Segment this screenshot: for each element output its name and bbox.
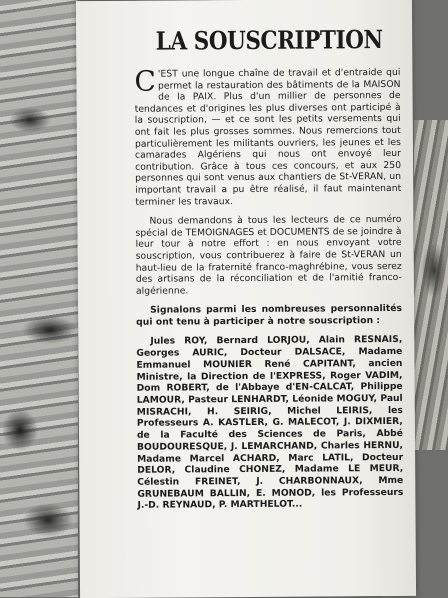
article-title: LA SOUSCRIPTION xyxy=(155,25,383,56)
drop-cap: C xyxy=(134,64,157,98)
paragraph-intro-text: 'EST une longue chaîne de travail et d'entraide qui permet la restauration des bâtiments de la MAISON de la PAIX. Plus d'un millier de personnes de tendances et d'origines les plus diverses ont participé à la souscription, — et ce sont les petits versements qui ont fait les plus grosses sommes. Nous remercions tout particulièrement les militants ouvriers, les jeunes et les camarades Algériens qui nous ont envoyé leur contribution. Grâce à tous ces concours, et aux 250 personnes qui sont venus aux chantiers de St-VERAN, un important travail a pu être réalisé, il faut maintenant terminer les travaux. xyxy=(134,66,402,208)
article-content xyxy=(134,25,403,512)
paragraph-appeal: Nous demandons à tous les lecteurs de ce numéro spécial de TEMOIGNAGES et DOCUMENTS de se joindre à leur tour à notre effort : en nous envoyant votre souscription, vous contribuerez à faire de St-VERAN un haut-lieu de la fraternité franco-maghrébine, vous serez des artisans de la réconciliation et de l'amitié franco-algérienne. xyxy=(135,214,402,297)
background-photo-left xyxy=(0,0,78,597)
contributor-names: Jules ROY, Bernard LORJOU, Alain RESNAIS, Georges AURIC, Docteur DALSACE, Madame Emmanuel MOUNIER René CAPITANT, ancien Ministre, la Direction de l'EXPRESS, Roger VADIM, Dom ROBERT, de l'Abbaye d'EN-CALCAT, Philippe LAMOUR, Pasteur LENHARDT, Léonide MOGUY, Paul MISRACHI, H. SEIRIG, Michel LEIRIS, les Professeurs A. KASTLER, G. MALECOT, J. DIXMIER, de la Faculté des Sciences de Paris, Abbé BOUDOURESQUE, J. LEMARCHAND, Charles HERNU, Madame Marcel ACHARD, Marc LATIL, Docteur DELOR, Claudine CHONEZ, Madame LE MEUR, Célestin FREINET, J. CHARBONNAUX, Mme GRUNEBAUM BALLIN, E. MONOD, les Professeurs J.-D. REYNAUD, P. MARTHELOT... xyxy=(136,334,404,512)
background-photo-right xyxy=(414,120,448,450)
paragraph-intro xyxy=(134,64,402,208)
article-page xyxy=(76,0,416,598)
paragraph-signalons: Signalons parmi les nombreuses personnalités qui ont tenu à participer à notre souscription : xyxy=(136,303,403,328)
